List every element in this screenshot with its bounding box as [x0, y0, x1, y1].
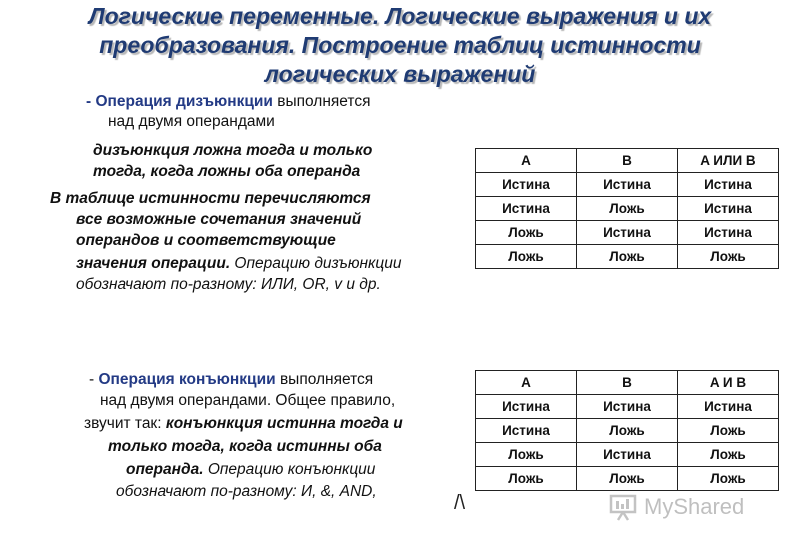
table-cell: Ложь	[577, 197, 678, 221]
table-cell: Истина	[476, 395, 577, 419]
title-line-1: Логические переменные. Логические выражения и их	[88, 3, 712, 29]
conjunction-notation: обозначают по-разному: И, &, AND,	[116, 483, 377, 500]
table-cell: Ложь	[577, 245, 678, 269]
table-row	[476, 173, 779, 197]
disjunction-op-name: Операция дизъюнкции	[95, 93, 273, 110]
truth-table-line-4: значения операции. Операцию дизъюнкции	[76, 255, 402, 272]
table-cell: Ложь	[577, 467, 678, 491]
table-cell: Ложь	[476, 443, 577, 467]
disjunction-truth-table	[475, 148, 779, 269]
table-row	[476, 443, 779, 467]
table-cell: Истина	[476, 197, 577, 221]
table-cell: Истина	[678, 395, 779, 419]
header-result: A И B	[678, 371, 779, 395]
conjunction-line-4: только тогда, когда истинны оба	[108, 438, 382, 455]
table-row	[476, 221, 779, 245]
conjunction-line-2: над двумя операндами. Общее правило,	[100, 392, 396, 409]
table-row	[476, 395, 779, 419]
v-symbol: v	[334, 276, 343, 293]
table-cell: Истина	[678, 173, 779, 197]
title-line-2: преобразования. Построение таблиц истинности	[99, 32, 701, 58]
conjunction-truth-table	[475, 370, 779, 491]
table-header-row	[476, 371, 779, 395]
table-row	[476, 245, 779, 269]
disjunction-notation: обозначают по-разному: ИЛИ, OR, v и др.	[76, 276, 381, 293]
disjunction-heading: - Операция дизъюнкции выполняется	[86, 93, 371, 110]
truth-table-line-3: операндов и соответствующие	[76, 232, 336, 249]
table-cell: Ложь	[678, 443, 779, 467]
watermark-text: MyShared	[644, 494, 745, 519]
conjunction-line-5: операнда. Операцию конъюнкции	[126, 461, 376, 478]
table-cell: Ложь	[476, 245, 577, 269]
table-row	[476, 467, 779, 491]
presentation-board-icon	[608, 492, 638, 522]
table-cell: Истина	[476, 173, 577, 197]
table-cell: Ложь	[678, 245, 779, 269]
header-result: A ИЛИ B	[678, 149, 779, 173]
watermark	[608, 490, 768, 524]
header-b: B	[577, 149, 678, 173]
disjunction-rule-line-2: тогда, когда ложны оба операнда	[93, 163, 361, 180]
header-a: A	[476, 371, 577, 395]
table-cell: Истина	[476, 419, 577, 443]
table-cell: Истина	[577, 173, 678, 197]
table-cell: Ложь	[678, 467, 779, 491]
and-symbol: /\	[454, 492, 466, 514]
disjunction-rule-line-1: дизъюнкция ложна тогда и только	[93, 142, 373, 159]
title-line-3: логических выражений	[264, 61, 536, 87]
table-cell: Истина	[577, 443, 678, 467]
table-cell: Ложь	[678, 419, 779, 443]
table-cell: Ложь	[577, 419, 678, 443]
header-b: B	[577, 371, 678, 395]
truth-table-line-1: В таблице истинности перечисляются	[50, 190, 371, 207]
slide-title	[40, 2, 760, 89]
table-cell: Истина	[577, 395, 678, 419]
table-cell: Ложь	[476, 221, 577, 245]
conjunction-heading: - Операция конъюнкции выполняется	[89, 371, 374, 388]
table-header-row	[476, 149, 779, 173]
truth-table-line-2: все возможные сочетания значений	[76, 211, 362, 228]
table-cell: Ложь	[476, 467, 577, 491]
table-cell: Истина	[577, 221, 678, 245]
table-cell: Истина	[678, 221, 779, 245]
disjunction-line-2: над двумя операндами	[108, 113, 275, 130]
conjunction-op-name: Операция конъюнкции	[98, 371, 276, 388]
conjunction-line-3: звучит так: конъюнкция истинна тогда и	[84, 415, 403, 432]
table-row	[476, 419, 779, 443]
header-a: A	[476, 149, 577, 173]
table-row	[476, 197, 779, 221]
table-cell: Истина	[678, 197, 779, 221]
